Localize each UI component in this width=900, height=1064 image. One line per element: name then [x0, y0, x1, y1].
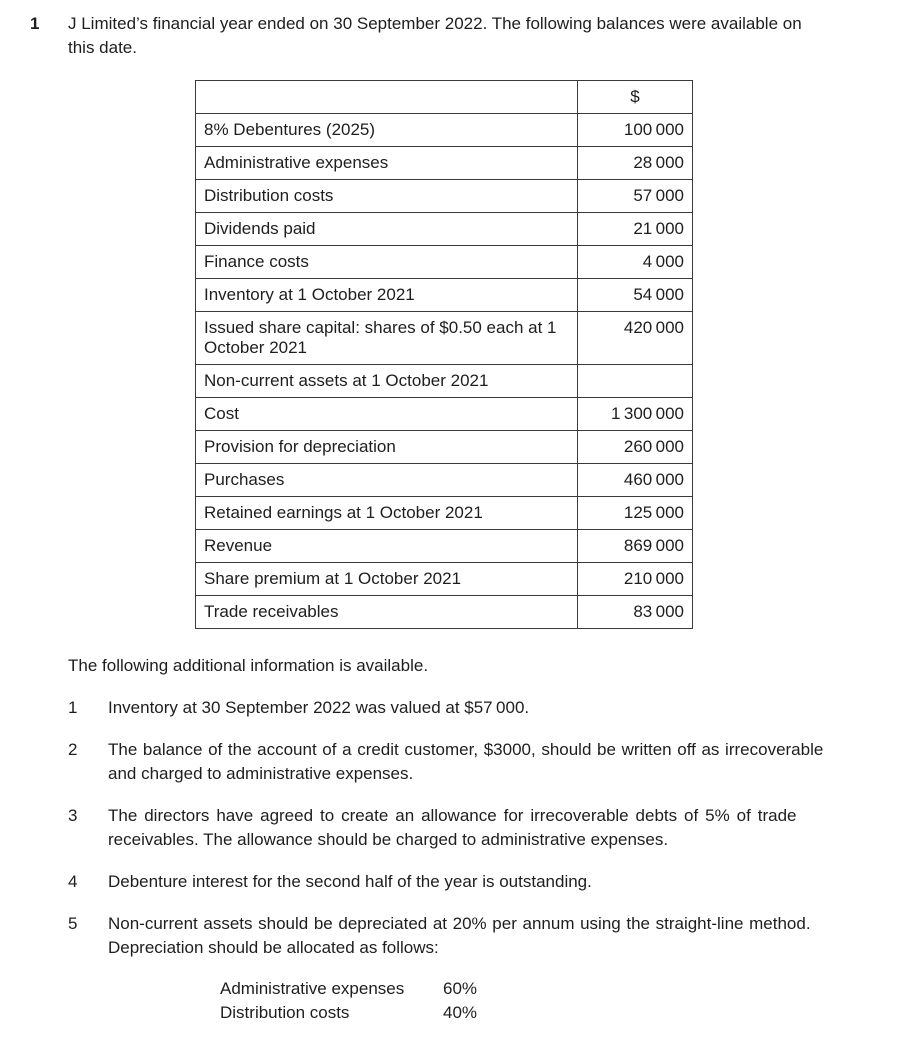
info-line: Inventory at 30 September 2022 was valued at $57 000.: [108, 698, 530, 717]
table-row: [196, 213, 693, 246]
row-label: Share premium at 1 October 2021: [196, 563, 578, 596]
question-1: [30, 12, 870, 1025]
row-label: Revenue: [196, 530, 578, 563]
info-item-2: [68, 738, 870, 786]
row-label: Issued share capital: shares of $0.50 each at 1 October 2021: [196, 312, 578, 365]
info-line: Non-current assets should be depreciated at 20% per annum using the straight-line method.: [108, 914, 811, 933]
info-item-number: 2: [68, 740, 78, 759]
row-value: 460 000: [578, 464, 693, 497]
allocation-label: Administrative expenses: [220, 979, 405, 998]
row-value: [578, 365, 693, 398]
info-item-number: 5: [68, 914, 78, 933]
row-label: Provision for depreciation: [196, 431, 578, 464]
table-row: [196, 279, 693, 312]
row-value: 57 000: [578, 180, 693, 213]
row-value: 210 000: [578, 563, 693, 596]
info-line: Debenture interest for the second half of the year is outstanding.: [108, 872, 592, 891]
balances-table: [195, 80, 693, 629]
info-item-number: 1: [68, 698, 78, 717]
info-line: Depreciation should be allocated as follows:: [108, 938, 439, 957]
table-row: [196, 431, 693, 464]
info-item-text: [108, 912, 870, 960]
row-label: Administrative expenses: [196, 147, 578, 180]
table-header-empty: [196, 81, 578, 114]
table-row: [196, 497, 693, 530]
row-label: Retained earnings at 1 October 2021: [196, 497, 578, 530]
row-value: 125 000: [578, 497, 693, 530]
info-item-text: [108, 738, 870, 786]
row-value: 21 000: [578, 213, 693, 246]
row-value: 260 000: [578, 431, 693, 464]
table-row: [196, 114, 693, 147]
table-row: [196, 246, 693, 279]
table-row: [196, 147, 693, 180]
info-line: receivables. The allowance should be charged to administrative expenses.: [108, 830, 669, 849]
row-label: Finance costs: [196, 246, 578, 279]
table-row: [196, 464, 693, 497]
allocation-percent: 60%: [443, 979, 478, 998]
row-label: Non-current assets at 1 October 2021: [196, 365, 578, 398]
allocation-row: [220, 977, 870, 1001]
table-row: [196, 596, 693, 629]
table-header-currency: $: [578, 81, 693, 114]
row-label: Trade receivables: [196, 596, 578, 629]
info-item-text: [108, 696, 870, 720]
question-number: 1: [30, 14, 40, 33]
table-row: [196, 180, 693, 213]
row-label: Inventory at 1 October 2021: [196, 279, 578, 312]
table-row: [196, 563, 693, 596]
row-value: 83 000: [578, 596, 693, 629]
info-item-5: [68, 912, 870, 960]
info-item-number: 3: [68, 806, 78, 825]
question-intro-line: J Limited’s financial year ended on 30 September 2022. The following balances were available on: [68, 14, 802, 33]
row-label: Dividends paid: [196, 213, 578, 246]
row-value: 28 000: [578, 147, 693, 180]
table-row: [196, 312, 693, 365]
allocation-row: [220, 1001, 870, 1025]
info-item-1: [68, 696, 870, 720]
additional-info-heading: The following additional information is available.: [68, 656, 429, 675]
table-header-row: [196, 81, 693, 114]
question-intro-line: this date.: [68, 38, 137, 57]
info-line: The balance of the account of a credit customer, $3000, should be written off as irrecoverable: [108, 740, 824, 759]
table-row: [196, 530, 693, 563]
row-value: 100 000: [578, 114, 693, 147]
row-label: Purchases: [196, 464, 578, 497]
row-value: 869 000: [578, 530, 693, 563]
table-row: [196, 398, 693, 431]
depreciation-allocation: [220, 977, 870, 1025]
row-label: Cost: [196, 398, 578, 431]
row-label: 8% Debentures (2025): [196, 114, 578, 147]
info-item-text: [108, 804, 870, 852]
info-item-number: 4: [68, 872, 78, 891]
allocation-label: Distribution costs: [220, 1003, 350, 1022]
question-intro: [68, 12, 870, 60]
info-item-text: [108, 870, 870, 894]
info-item-4: [68, 870, 870, 894]
info-line: The directors have agreed to create an allowance for irrecoverable debts of 5% of trade: [108, 806, 797, 825]
info-item-3: [68, 804, 870, 852]
row-value: 420 000: [578, 312, 693, 365]
row-label: Distribution costs: [196, 180, 578, 213]
table-row: [196, 365, 693, 398]
row-value: 1 300 000: [578, 398, 693, 431]
row-value: 54 000: [578, 279, 693, 312]
info-line: and charged to administrative expenses.: [108, 764, 414, 783]
allocation-percent: 40%: [443, 1003, 478, 1022]
question-body: [68, 12, 870, 1025]
row-value: 4 000: [578, 246, 693, 279]
